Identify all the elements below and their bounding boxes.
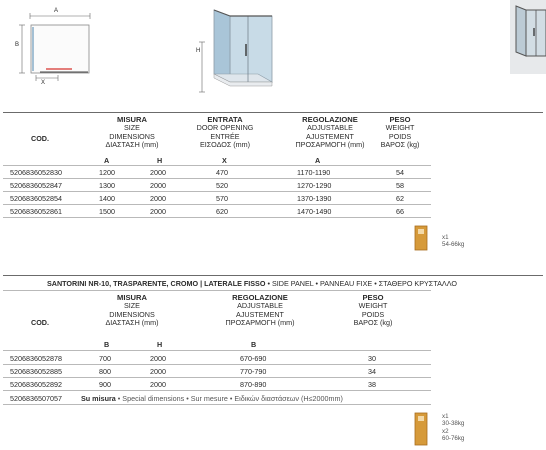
plan-view-diagram [14, 8, 104, 90]
table2-row-peso: 38 [368, 380, 376, 389]
package-weight: 54-66kg [442, 241, 465, 248]
package-box-icon [414, 412, 428, 446]
table2-sub-b: B [104, 340, 110, 349]
package-quantity: x1 [442, 413, 449, 420]
section2-title-rule [3, 290, 431, 291]
table1-header-rule [3, 165, 431, 166]
section2-title [47, 279, 457, 288]
table1-row-peso: 54 [396, 168, 404, 177]
section2-title-main: SANTORINI NR-10, TRASPARENTE, CROMO | LATERALE FISSO [47, 279, 266, 288]
table1-row-peso: 66 [396, 207, 404, 216]
section2-title-translations: • SIDE PANEL • PANNEAU FIXE • ΣΤΑΘΕΡΟ ΚΡΥΣΤΑΛΛΟ [265, 279, 457, 288]
package-quantity: x2 [442, 428, 449, 435]
table1-row-h: 2000 [150, 181, 166, 190]
table1-cod-header: COD. [31, 134, 49, 143]
table2-cod-header: COD. [31, 318, 49, 327]
custom-label-translations: • Special dimensions • Sur mesure • Ειδικών διαστάσεων (H≤2000mm) [115, 394, 343, 403]
table2-misura-header: MISURA SIZE DIMENSIONS ΔΙΑΣΤΑΣΗ (mm) [105, 293, 159, 328]
table1-sub-h: H [157, 156, 163, 165]
table2-custom-label [81, 394, 343, 403]
dim-x-label: X [41, 80, 46, 86]
table1-entrata-header: ENTRATA DOOR OPENING ENTRÉE ΕΙΣΟΔΟΣ (mm) [196, 115, 254, 150]
table2-sub-reg: B [251, 340, 257, 349]
table2-row-rule [3, 390, 431, 391]
table2-row-h: 2000 [150, 380, 166, 389]
dim-h-label: H [196, 48, 201, 54]
table2-peso-header: PESO WEIGHT POIDS ΒΑΡΟΣ (kg) [353, 293, 393, 328]
table2-bottom-rule [3, 404, 431, 405]
table2-row-h: 2000 [150, 367, 166, 376]
shower-enclosure-3d-illustration [196, 4, 280, 100]
table1-top-rule [3, 112, 543, 113]
table1-peso-header: PESO WEIGHT POIDS ΒΑΡΟΣ (kg) [380, 115, 420, 150]
table1-row-cod: 5206836052861 [10, 207, 62, 216]
table1-row-rule [3, 191, 431, 192]
table2-row-b: 900 [99, 380, 111, 389]
table1-row-reg: 1170-1190 [297, 168, 331, 177]
table2-regolazione-header: REGOLAZIONE ADJUSTABLE AJUSTEMENT ΠΡΟΣΑΡΜΟΓΗ (mm) [225, 293, 295, 328]
table1-row-peso: 58 [396, 181, 404, 190]
table1-row-rule [3, 204, 431, 205]
table2-row-h: 2000 [150, 354, 166, 363]
table2-row-peso: 34 [368, 367, 376, 376]
table1-sub-reg: A [315, 156, 321, 165]
section2-top-rule [3, 275, 543, 276]
table1-row-x: 470 [216, 168, 228, 177]
table1-row-cod: 5206836052847 [10, 181, 62, 190]
table2-row-b: 700 [99, 354, 111, 363]
table1-row-rule [3, 178, 431, 179]
table1-row-x: 520 [216, 181, 228, 190]
table1-row-x: 620 [216, 207, 228, 216]
table2-sub-h: H [157, 340, 163, 349]
table1-row-h: 2000 [150, 194, 166, 203]
table2-row-reg: 870-890 [240, 380, 267, 389]
table2-row-cod: 5206836052885 [10, 367, 62, 376]
table2-row-reg: 770-790 [240, 367, 267, 376]
package-quantity: x1 [442, 234, 449, 241]
table2-row-cod: 5206836052892 [10, 380, 62, 389]
package-box-icon [414, 225, 428, 251]
table1-row-peso: 62 [396, 194, 404, 203]
table1-regolazione-header: REGOLAZIONE ADJUSTABLE AJUSTEMENT ΠΡΟΣΑΡΜΟΓΗ (mm) [295, 115, 365, 150]
table1-row-h: 2000 [150, 207, 166, 216]
table1-misura-header: MISURA SIZE DIMENSIONS ΔΙΑΣΤΑΣΗ (mm) [105, 115, 159, 150]
dim-a-label: A [54, 8, 59, 14]
table2-row-b: 800 [99, 367, 111, 376]
table2-row-reg: 670-690 [240, 354, 267, 363]
table1-row-a: 1200 [99, 168, 115, 177]
table1-sub-x: X [222, 156, 227, 165]
table1-row-reg: 1470-1490 [297, 207, 332, 216]
table1-row-rule [3, 217, 431, 218]
custom-label-main: Su misura [81, 394, 116, 403]
table2-row-rule [3, 377, 431, 378]
table1-row-a: 1500 [99, 207, 115, 216]
table1-row-reg: 1270-1290 [297, 181, 332, 190]
table2-row-peso: 30 [368, 354, 376, 363]
table2-row-cod: 5206836052878 [10, 354, 62, 363]
package-weight: 30-38kg [442, 420, 465, 427]
table1-sub-a: A [104, 156, 110, 165]
table1-row-reg: 1370-1390 [297, 194, 332, 203]
table2-header-rule [3, 350, 431, 351]
package-weight: 60-76kg [442, 435, 465, 442]
table1-row-x: 570 [216, 194, 228, 203]
table1-row-h: 2000 [150, 168, 166, 177]
table2-custom-cod: 5206836507057 [10, 394, 62, 403]
table1-row-cod: 5206836052830 [10, 168, 62, 177]
table1-row-cod: 5206836052854 [10, 194, 62, 203]
dim-b-label: B [15, 42, 20, 48]
table1-row-a: 1300 [99, 181, 115, 190]
table1-row-a: 1400 [99, 194, 115, 203]
product-thumbnail [512, 4, 546, 68]
table2-row-rule [3, 364, 431, 365]
